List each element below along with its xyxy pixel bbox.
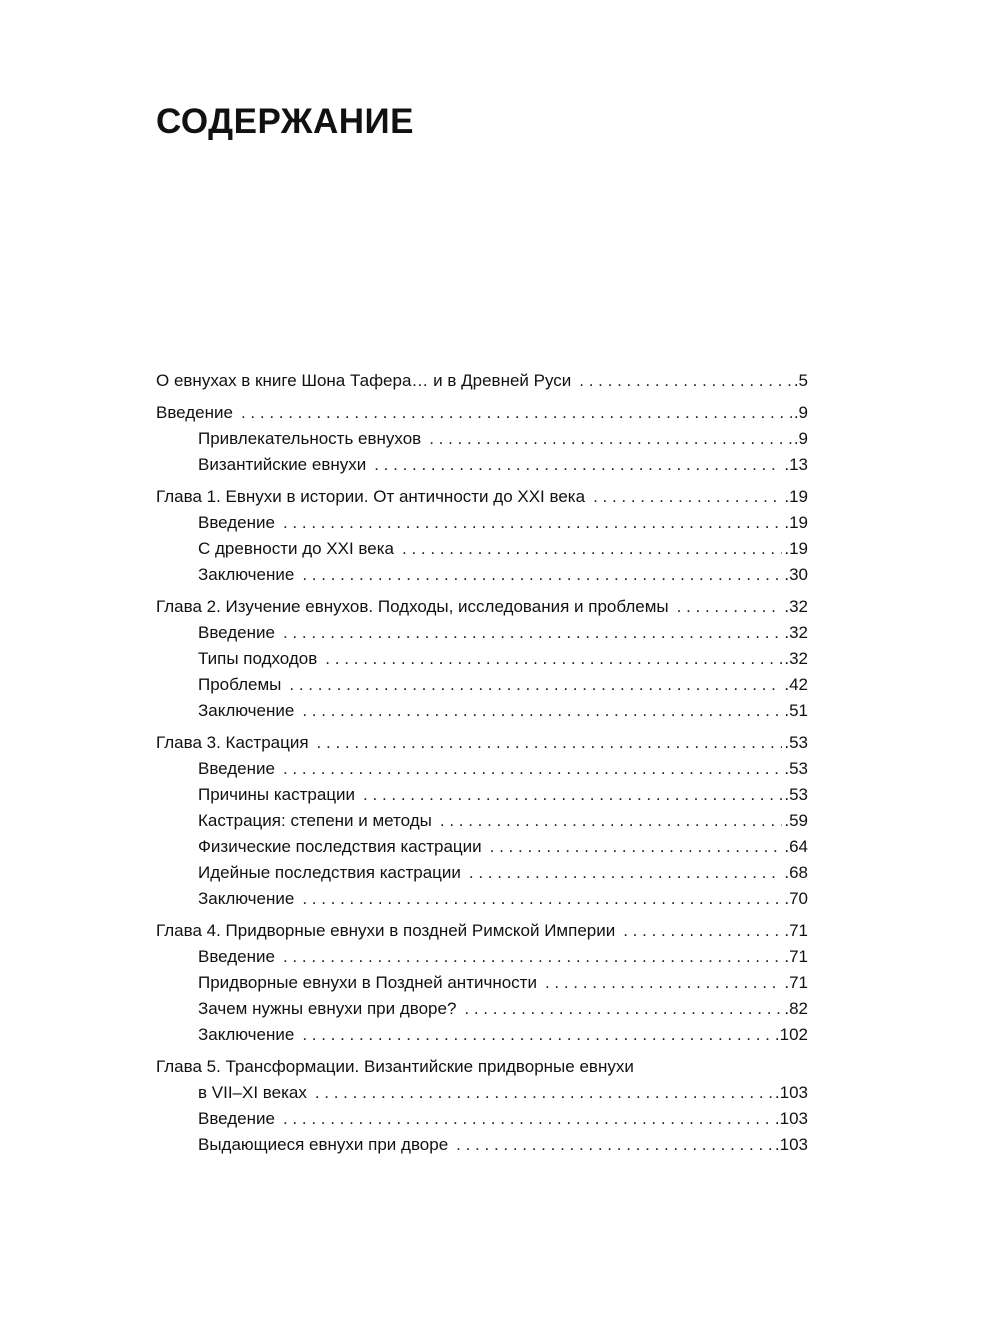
leader-dots [317,730,783,756]
toc-subentry[interactable] [156,646,808,672]
leader-dots [464,996,782,1022]
toc-subentry[interactable] [156,620,808,646]
leader-dots [283,1106,773,1132]
toc-entry-title: Глава 5. Трансформации. Византийские придворные евнухи [156,1057,634,1076]
toc-subentry-page: .71 [784,973,808,992]
toc-subentry-title: Проблемы [198,675,282,694]
toc-entry-title: Глава 3. Кастрация [156,733,309,752]
toc-group-preface [156,368,808,394]
toc-entry-page: .32 [784,597,808,616]
toc-group-chapter-2 [156,594,808,724]
toc-subentry-page: .71 [784,947,808,966]
toc-subentry-title: С древности до XXI века [198,539,394,558]
toc-subentry-page: .32 [784,623,808,642]
toc-subentry-page: .103 [774,1109,808,1128]
toc-subentry[interactable] [156,860,808,886]
toc-subentry[interactable] [156,510,808,536]
toc-subentry-title: Византийские евнухи [198,455,367,474]
leader-dots [283,620,782,646]
leader-dots [593,484,782,510]
toc-subentry-title: Типы подходов [198,649,318,668]
table-of-contents [156,368,808,1164]
toc-subentry-title: Придворные евнухи в Поздней античности [198,973,537,992]
toc-entry-page: .53 [784,733,808,752]
leader-dots [402,536,782,562]
toc-entry-page: .19 [784,487,808,506]
toc-subentry[interactable] [156,1132,808,1158]
toc-subentry-title: Введение [198,513,275,532]
toc-entry-title: Глава 4. Придворные евнухи в поздней Римской Империи [156,921,616,940]
toc-entry-title: Глава 2. Изучение евнухов. Подходы, исследования и проблемы [156,597,669,616]
leader-dots [623,918,782,944]
leader-dots [283,756,782,782]
toc-group-chapter-4 [156,918,808,1048]
leader-dots [456,1132,773,1158]
toc-subentry-page: .19 [784,539,808,558]
toc-entry-page: .71 [784,921,808,940]
toc-subentry-page: .13 [784,455,808,474]
toc-group-introduction [156,400,808,478]
page-title: СОДЕРЖАНИЕ [156,102,415,141]
toc-subentry[interactable] [156,426,808,452]
leader-dots [579,368,792,394]
toc-subentry-title: Выдающиеся евнухи при дворе [198,1135,449,1154]
toc-subentry-title: Введение [198,1109,275,1128]
toc-subentry-title: Введение [198,623,275,642]
toc-subentry-title: Зачем нужны евнухи при дворе? [198,999,457,1018]
leader-dots [315,1080,773,1106]
toc-entry[interactable] [156,594,808,620]
toc-subentry-page: .51 [784,701,808,720]
toc-subentry-title: Введение [198,759,275,778]
toc-entry-title: Глава 1. Евнухи в истории. От античности до XXI века [156,487,586,506]
toc-subentry[interactable] [156,944,808,970]
toc-subentry[interactable] [156,886,808,912]
toc-group-chapter-1 [156,484,808,588]
toc-entry[interactable] [156,730,808,756]
toc-subentry-title: Причины кастрации [198,785,356,804]
toc-subentry[interactable] [156,756,808,782]
toc-entry-title: О евнухах в книге Шона Тафера… и в Древней Руси [156,371,572,390]
toc-subentry-title: Введение [198,947,275,966]
leader-dots [440,808,782,834]
leader-dots [283,944,782,970]
toc-subentry[interactable] [156,996,808,1022]
leader-dots [490,834,783,860]
toc-subentry-page: .53 [784,759,808,778]
toc-entry-title: Введение [156,403,233,422]
toc-subentry[interactable] [156,562,808,588]
leader-dots [429,426,792,452]
toc-subentry-page: .103 [774,1135,808,1154]
leader-dots [545,970,782,996]
leader-dots [363,782,782,808]
toc-entry[interactable] [156,400,808,426]
toc-subentry-page: .82 [784,999,808,1018]
toc-subentry[interactable] [156,808,808,834]
leader-dots [302,886,782,912]
toc-entry-title-line-1[interactable] [156,1054,808,1080]
toc-subentry[interactable] [156,452,808,478]
toc-subentry-page: .9 [793,429,808,448]
toc-subentry-page: .53 [784,785,808,804]
toc-subentry-page: .30 [784,565,808,584]
toc-subentry[interactable] [156,672,808,698]
toc-entry-title-line-2[interactable] [156,1080,808,1106]
toc-subentry-title: Кастрация: степени и методы [198,811,432,830]
leader-dots [283,510,782,536]
toc-subentry-page: .42 [784,675,808,694]
toc-subentry[interactable] [156,782,808,808]
toc-entry-page: .5 [793,371,808,390]
toc-subentry-title: Идейные последствия кастрации [198,863,461,882]
toc-subentry[interactable] [156,698,808,724]
toc-group-chapter-5 [156,1054,808,1158]
toc-entry-page: .103 [774,1083,808,1102]
toc-subentry-page: .59 [784,811,808,830]
toc-subentry-page: .68 [784,863,808,882]
leader-dots [469,860,782,886]
toc-subentry-title: Заключение [198,889,295,908]
toc-subentry-title: Заключение [198,1025,295,1044]
leader-dots [374,452,782,478]
toc-entry-page: .9 [793,403,808,422]
toc-entry[interactable] [156,484,808,510]
leader-dots [302,562,782,588]
toc-subentry-page: .102 [774,1025,808,1044]
toc-subentry-title: Заключение [198,565,295,584]
toc-subentry[interactable] [156,970,808,996]
toc-entry-title-continued: в VII–XI веках [198,1083,307,1102]
toc-subentry-page: .70 [784,889,808,908]
toc-entry[interactable] [156,918,808,944]
toc-subentry[interactable] [156,1106,808,1132]
toc-group-chapter-3 [156,730,808,912]
toc-subentry-title: Физические последствия кастрации [198,837,482,856]
toc-entry[interactable] [156,368,808,394]
toc-subentry-page: .19 [784,513,808,532]
leader-dots [325,646,782,672]
leader-dots [677,594,783,620]
toc-subentry[interactable] [156,1022,808,1048]
toc-subentry[interactable] [156,834,808,860]
toc-subentry[interactable] [156,536,808,562]
leader-dots [289,672,782,698]
leader-dots [302,698,782,724]
leader-dots [302,1022,773,1048]
toc-subentry-page: .32 [784,649,808,668]
leader-dots [241,400,792,426]
toc-subentry-title: Привлекательность евнухов [198,429,422,448]
toc-subentry-page: .64 [784,837,808,856]
toc-subentry-title: Заключение [198,701,295,720]
